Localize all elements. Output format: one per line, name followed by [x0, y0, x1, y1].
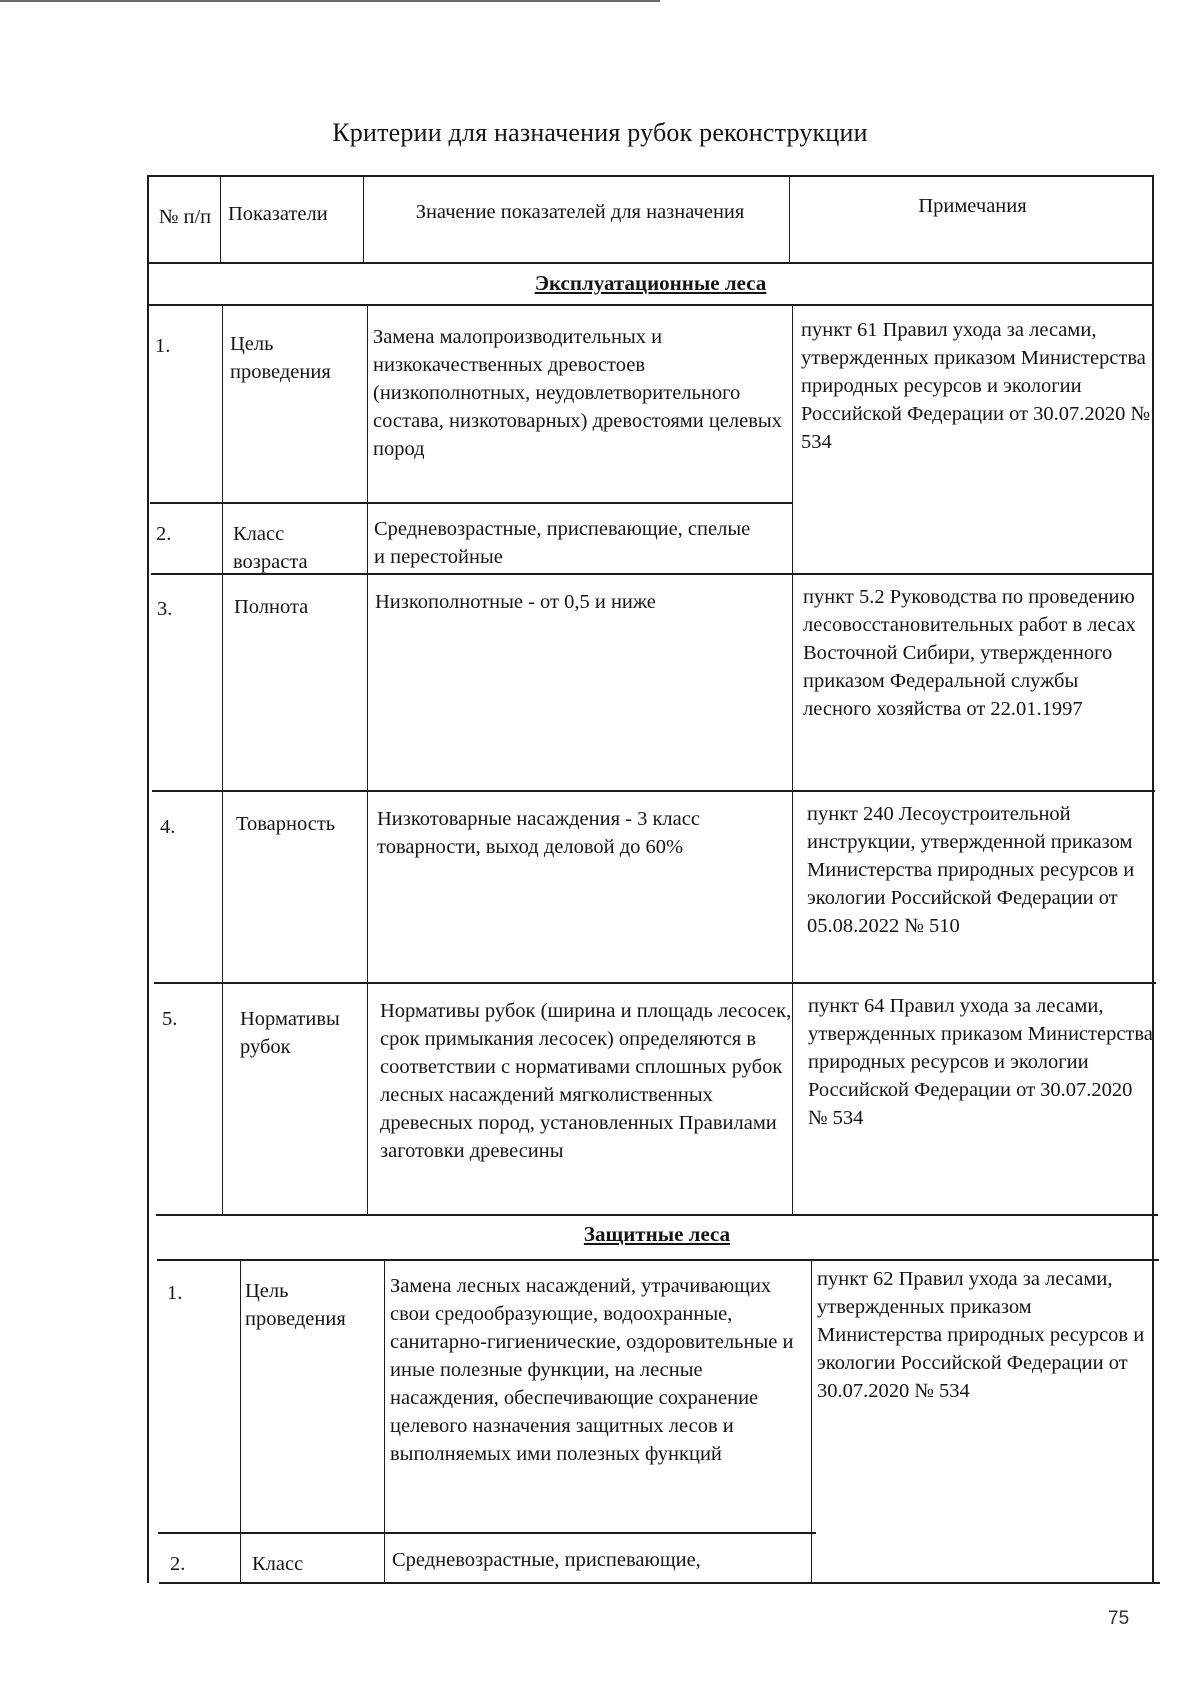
table-row-value: Средневозрастные, приспевающие,	[392, 1549, 701, 1571]
table-row-indicator: Класс возраста	[233, 523, 308, 573]
scan-edge-line	[0, 0, 660, 2]
table-row-note: пункт 5.2 Руководства по проведению лесовосстановительных работ в лесах Восточной Сибири, утвержденного приказом Федеральной службы лесного хозяйства от 22.01.1997	[803, 586, 1136, 720]
header-number: № п/п	[158, 206, 212, 228]
table-row-num: 4.	[160, 816, 176, 838]
table-row-value: Нормативы рубок (ширина и площадь лесосек, срок примыкания лесосек) определяются в соответствии с нормативами сплошных рубок лесных насаждений мягколиственных древесных пород, установленных Правилами заготовки древесины	[380, 1000, 792, 1162]
table-row-value: Средневозрастные, приспевающие, спелые и перестойные	[374, 518, 751, 568]
header-indicator: Показатели	[228, 203, 328, 225]
table-row-value: Низкотоварные насаждения - 3 класс товарности, выход деловой до 60%	[377, 808, 700, 858]
page-number: 75	[1108, 1608, 1130, 1629]
table-row-num: 3.	[157, 598, 173, 620]
table-row-note: пункт 61 Правил ухода за лесами, утвержденных приказом Министерства природных ресурсов и экологии Российской Федерации от 30.07.2020 № 534	[801, 319, 1151, 453]
page-title: Критерии для назначения рубок реконструкции	[332, 118, 868, 147]
section-title-exploitation: Эксплуатационные леса	[534, 271, 767, 295]
table-row-note: пункт 64 Правил ухода за лесами, утвержденных приказом Министерства природных ресурсов и экологии Российской Федерации от 30.07.2020 № 534	[808, 995, 1153, 1129]
table-row-value: Замена лесных насаждений, утрачивающих свои средообразующие, водоохранные, санитарно-гигиенические, оздоровительные и иные полезные функции, на лесные насаждения, обеспечивающие сохранение целевого назначения защитных лесов и выполняемых ими полезных функций	[390, 1275, 794, 1465]
table-row-indicator: Цель проведения	[230, 333, 331, 383]
table-row-indicator: Класс	[252, 1553, 304, 1575]
table-row-num: 2.	[156, 523, 172, 545]
table-row-value: Замена малопроизводительных и низкокачественных древостоев (низкополнотных, неудовлетворительного состава, низкотоварных) древостоями целевых пород	[373, 326, 782, 460]
table-row-indicator: Полнота	[234, 596, 309, 618]
table-row-num: 5.	[162, 1008, 178, 1030]
table-row-num: 1.	[155, 335, 171, 357]
table-row-note: пункт 62 Правил ухода за лесами, утвержденных приказом Министерства природных ресурсов и экологии Российской Федерации от 30.07.2020 № 534	[817, 1268, 1145, 1402]
section-title-protective: Защитные леса	[583, 1222, 731, 1246]
header-notes: Примечания	[918, 195, 1027, 217]
table-row-value: Низкополнотные - от 0,5 и ниже	[375, 591, 656, 613]
header-value: Значение показателей для назначения	[415, 201, 745, 223]
table-row-num: 1.	[167, 1282, 183, 1304]
table-row-indicator: Нормативы рубок	[240, 1008, 340, 1058]
table-row-note: пункт 240 Лесоустроительной инструкции, утвержденной приказом Министерства природных ресурсов и экологии Российской Федерации от 05.08.2022 № 510	[807, 803, 1135, 937]
table-row-num: 2.	[170, 1553, 186, 1575]
table-row-indicator: Цель проведения	[245, 1280, 346, 1330]
table-row-indicator: Товарность	[236, 813, 336, 835]
